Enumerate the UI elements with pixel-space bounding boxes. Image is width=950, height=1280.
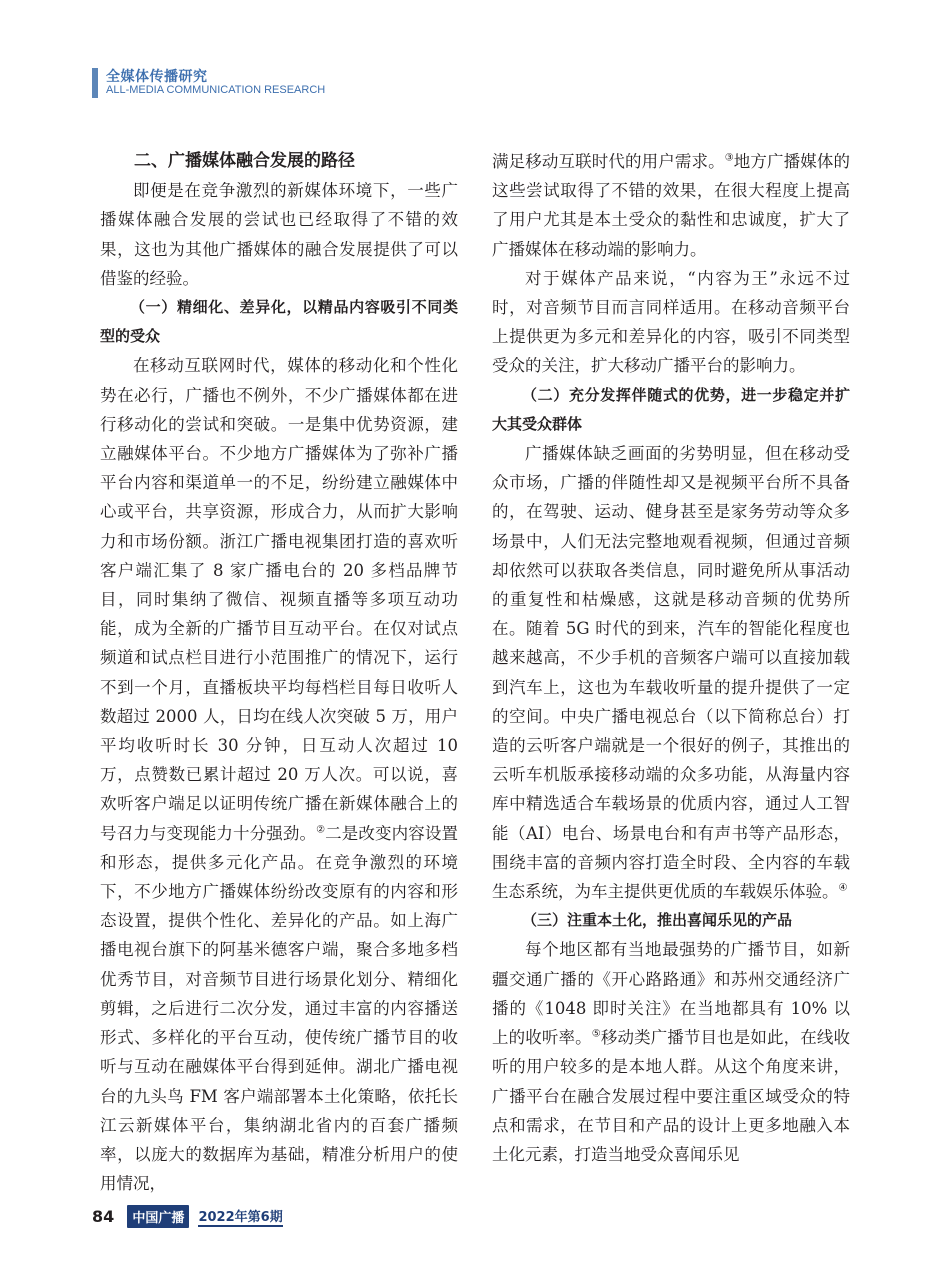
magazine-logo: 中国广播	[127, 1205, 189, 1228]
paragraph-text: 移动类广播节目也是如此，在线收听的用户较多的是本地人群。从这个角度来讲，广播平台在融合发展过程中要注重区域受众的特点和需求，在节目和产品的设计上更多地融入本土化元素，打造当地受众喜闻乐见	[492, 1028, 851, 1164]
header-accent-bar	[92, 68, 98, 98]
paragraph	[100, 351, 458, 1198]
footnote-marker: ②	[316, 824, 326, 836]
journal-title-cn: 全媒体传播研究	[106, 69, 208, 85]
footnote-marker: ④	[838, 882, 848, 894]
paragraph	[492, 439, 850, 906]
subsection-heading-1: （一）精细化、差异化，以精品内容吸引不同类型的受众	[100, 298, 458, 346]
left-column	[100, 147, 458, 1198]
paragraph-text: 满足移动互联时代的用户需求。	[492, 152, 725, 171]
paragraph-text: 地方广播媒体的这些尝试取得了不错的效果，在很大程度上提高了用户尤其是本土受众的黏性和忠诚度，扩大了广播媒体在移动端的影响力。	[492, 152, 851, 259]
subsection-heading-3: （三）注重本土化，推出喜闻乐见的产品	[522, 911, 793, 930]
issue-label: 2022年第6期	[198, 1206, 282, 1227]
right-column	[492, 147, 850, 1169]
paragraph-text: 在移动互联网时代，媒体的移动化和个性化势在必行，广播也不例外，不少广播媒体都在进行移动化的尝试和突破。一是集中优势资源，建立融媒体平台。不少地方广播媒体为了弥补广播平台内容和渠道单一的不足，纷纷建立融媒体中心或平台，共享资源，形成合力，从而扩大影响力和市场份额。浙江广播电视集团打造的喜欢听客户端汇集了 8 家广播电台的 20 多档品牌节目，同时集纳了微信、视频直播等多项互动功能，成为全新的广播节目互动平台。在仅对试点频道和试点栏目进行小范围推广的情况下，运行不到一个月，直播板块平均每档栏目每日收听人数超过 2000 人，日均在线人次突破 5 万，用户平均收听时长 30 分钟，日互动人次超过 10 万，点赞数已累计超过 20 万人次。可以说，喜欢听客户端足以证明传统广播在新媒体融合上的号召力与变现能力十分强劲。	[100, 356, 458, 843]
paragraph-text: 二是改变内容设置和形态，提供多元化产品。在竞争激烈的环境下，不少地方广播媒体纷纷改变原有的内容和形态设置，提供个性化、差异化的产品。如上海广播电视台旗下的阿基米德客户端，聚合多地多档优秀节目，对音频节目进行场景化划分、精细化剪辑，之后进行二次分发，通过丰富的内容播送形式、多样化的平台互动，使传统广播节目的收听与互动在融媒体平台得到延伸。湖北广播电视台的九头鸟 FM 客户端部署本土化策略，依托长江云新媒体平台，集纳湖北省内的百套广播频率，以庞大的数据库为基础，精准分析用户的使用情况，	[100, 823, 459, 1194]
paragraph-text: 广播媒体缺乏画面的劣势明显，但在移动受众市场，广播的伴随性却又是视频平台所不具备的，在驾驶、运动、健身甚至是家务劳动等众多场景中，人们无法完整地观看视频，但通过音频却依然可以获取各类信息，同时避免所从事活动的重复性和枯燥感，这就是移动音频的优势所在。随着 5G 时代的到来，汽车的智能化程度也越来越高，不少手机的音频客户端可以直接加载到汽车上，这也为车载收听量的提升提供了一定的空间。中央广播电视总台（以下简称总台）打造的云听客户端就是一个很好的例子，其推出的云听车机版承接移动端的众多功能，从海量内容库中精选适合车载场景的优质内容，通过人工智能（AI）电台、场景电台和有声书等产品形态，围绕丰富的音频内容打造全时段、全内容的车载生态系统，为车主提供更优质的车载娱乐体验。	[492, 444, 850, 902]
paragraph	[492, 935, 850, 1169]
journal-title-en: ALL-MEDIA COMMUNICATION RESEARCH	[106, 84, 326, 96]
paragraph	[492, 147, 850, 264]
page-number: 84	[92, 1207, 115, 1226]
paragraph-text: 每个地区都有当地最强势的广播节目，如新疆交通广播的《开心路路通》和苏州交通经济广播的《1048 即时关注》在当地都具有 10% 以上的收听率。	[492, 940, 850, 1048]
footnote-marker: ③	[724, 152, 734, 164]
paragraph: 即便是在竞争激烈的新媒体环境下，一些广播媒体融合发展的尝试也已经取得了不错的效果，这也为其他广播媒体的融合发展提供了可以借鉴的经验。	[100, 181, 458, 288]
section-heading: 二、广播媒体融合发展的路径	[134, 151, 355, 171]
subsection-heading-2: （二）充分发挥伴随式的优势，进一步稳定并扩大其受众群体	[492, 385, 850, 433]
footnote-marker: ⑤	[591, 1028, 601, 1040]
page-footer	[92, 1205, 283, 1227]
paragraph: 对于媒体产品来说，“内容为王”永远不过时，对音频节目而言同样适用。在移动音频平台上提供更为多元和差异化的内容，吸引不同类型受众的关注，扩大移动广播平台的影响力。	[492, 268, 850, 376]
